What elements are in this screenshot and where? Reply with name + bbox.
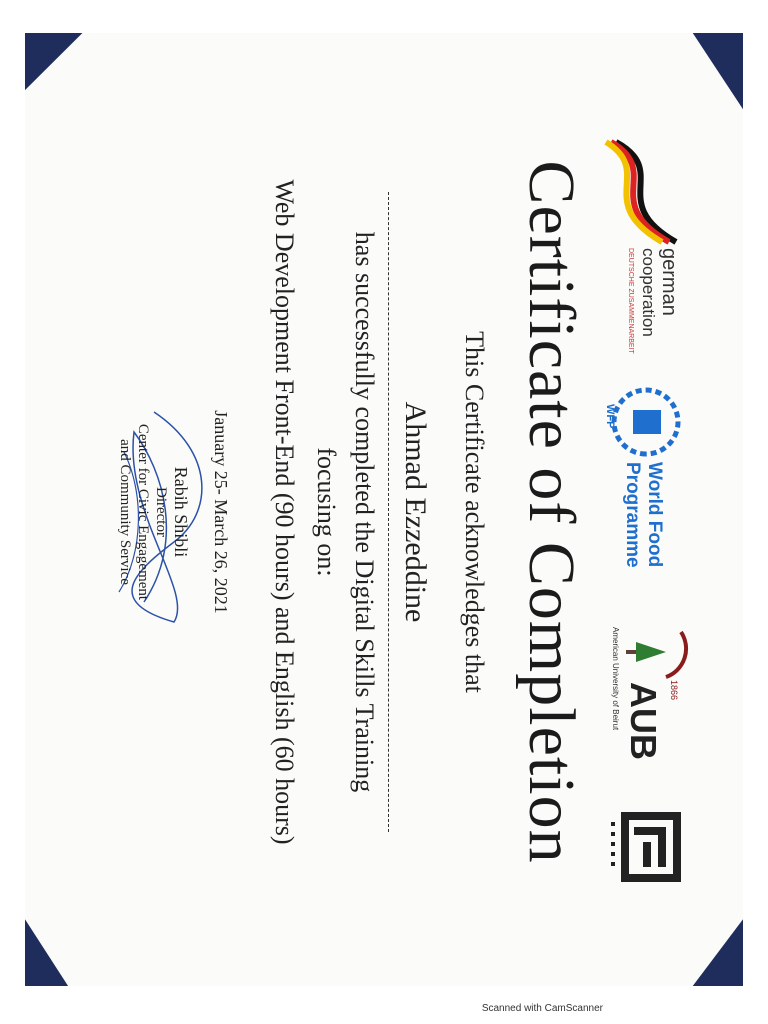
completed-text: has successfully completed the Digital Skills Training — [350, 231, 379, 793]
signatory-name: Rabih Shibli — [171, 466, 191, 558]
german-logo-line3: DEUTSCHE ZUSAMMENARBEIT — [627, 248, 634, 354]
sponsor-logos — [601, 132, 691, 892]
certificate-title: Certificate of Completion — [515, 160, 588, 864]
training-dates: January 25- March 26, 2021 — [211, 410, 231, 614]
courses-text: Web Development Front-End (90 hours) and English (60 hours) — [270, 179, 299, 845]
kufic-square-logo-icon — [611, 812, 681, 882]
aub-logo-main: AUB — [623, 682, 664, 760]
german-logo-line2: cooperation — [639, 248, 658, 337]
recipient-line — [388, 192, 441, 832]
wfp-logo-line1: World Food — [644, 462, 665, 568]
german-logo-line1: german — [658, 248, 680, 316]
aub-cedar-icon — [626, 632, 686, 677]
acknowledges-text: This Certificate acknowledges that — [460, 331, 489, 693]
german-flag-ribbon-icon — [606, 142, 676, 242]
signatory-role: Director — [153, 487, 169, 537]
signatory-org-line2: and Community Service — [117, 439, 133, 585]
recipient-name: Ahmad Ezzeddine — [399, 401, 432, 623]
wfp-logo-line2: Programme — [622, 462, 643, 568]
aub-year: 1866 — [669, 680, 679, 701]
focusing-text: focusing on: — [312, 447, 341, 577]
wfp-laurel-icon — [614, 390, 678, 454]
wfp-badge: WFP — [604, 404, 616, 429]
aub-logo-sub: American University of Beirut — [611, 627, 620, 731]
signatory-org-line1: Center for Civic Engagement — [135, 423, 151, 601]
scanner-footer: Scanned with CamScanner — [481, 1003, 603, 1014]
certificate-content — [59, 62, 709, 962]
